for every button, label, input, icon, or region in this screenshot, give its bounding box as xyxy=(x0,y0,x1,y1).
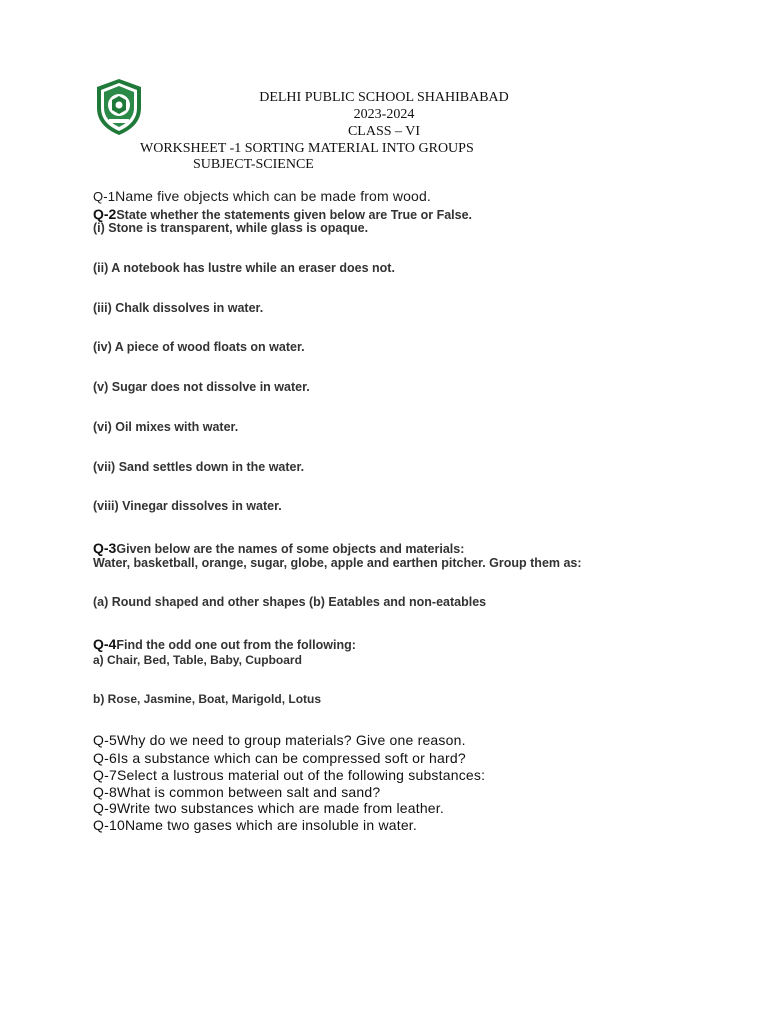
question-text: Find the odd one out from the following: xyxy=(116,638,356,652)
subject-label: SUBJECT-SCIENCE xyxy=(193,157,314,172)
question-number: Q-9 xyxy=(93,800,117,816)
class-label: CLASS – VI xyxy=(347,124,421,139)
question-8 xyxy=(93,784,380,800)
statement-item: (v) Sugar does not dissolve in water. xyxy=(93,380,310,394)
question-number: Q-8 xyxy=(93,784,117,800)
question-text: State whether the statements given below are True or False. xyxy=(116,208,473,222)
question-number: Q-4 xyxy=(93,636,117,652)
question-5 xyxy=(93,732,466,748)
question-number: Q-2 xyxy=(93,206,117,222)
school-name: DELHI PUBLIC SCHOOL SHAHIBABAD xyxy=(259,90,509,105)
question-number: Q-1 xyxy=(93,189,116,204)
question-text: Is a substance which can be compressed soft or hard? xyxy=(116,750,466,766)
statement-item: (viii) Vinegar dissolves in water. xyxy=(93,499,282,513)
question-number: Q-10 xyxy=(93,817,125,833)
question-text: Name five objects which can be made from wood. xyxy=(115,188,431,204)
question-text: What is common between salt and sand? xyxy=(116,784,381,800)
question-number: Q-7 xyxy=(93,767,117,783)
worksheet-title: WORKSHEET -1 SORTING MATERIAL INTO GROUPS xyxy=(140,141,474,156)
question-7 xyxy=(93,767,485,783)
question-text: Given below are the names of some objects and materials: xyxy=(116,542,465,556)
question-6 xyxy=(93,750,466,766)
question-number: Q-3 xyxy=(93,540,117,556)
question-number: Q-6 xyxy=(93,750,117,766)
question-text: Select a lustrous material out of the following substances: xyxy=(116,767,486,783)
question-4-b: b) Rose, Jasmine, Boat, Marigold, Lotus xyxy=(93,692,322,706)
statement-item: (ii) A notebook has lustre while an eraser does not. xyxy=(93,261,395,275)
question-1 xyxy=(93,188,431,204)
statement-item: (iv) A piece of wood floats on water. xyxy=(93,340,305,354)
question-9 xyxy=(93,800,444,816)
statement-item: (vi) Oil mixes with water. xyxy=(93,420,239,434)
question-text: Write two substances which are made from leather. xyxy=(116,800,444,816)
question-4-a: a) Chair, Bed, Table, Baby, Cupboard xyxy=(93,653,302,667)
statement-item: (vii) Sand settles down in the water. xyxy=(93,460,305,474)
statement-item: (i) Stone is transparent, while glass is opaque. xyxy=(93,221,369,235)
statement-item: (iii) Chalk dissolves in water. xyxy=(93,301,264,315)
school-logo xyxy=(94,78,144,136)
question-10 xyxy=(93,817,417,833)
session-year: 2023-2024 xyxy=(353,107,415,122)
question-4 xyxy=(93,636,356,654)
question-3-line-2: Water, basketball, orange, sugar, globe, apple and earthen pitcher. Group them as: xyxy=(93,556,582,570)
question-text: Why do we need to group materials? Give one reason. xyxy=(116,732,466,748)
question-3-options: (a) Round shaped and other shapes (b) Eatables and non-eatables xyxy=(93,595,487,609)
question-number: Q-5 xyxy=(93,732,117,748)
question-text: Name two gases which are insoluble in water. xyxy=(124,817,417,833)
